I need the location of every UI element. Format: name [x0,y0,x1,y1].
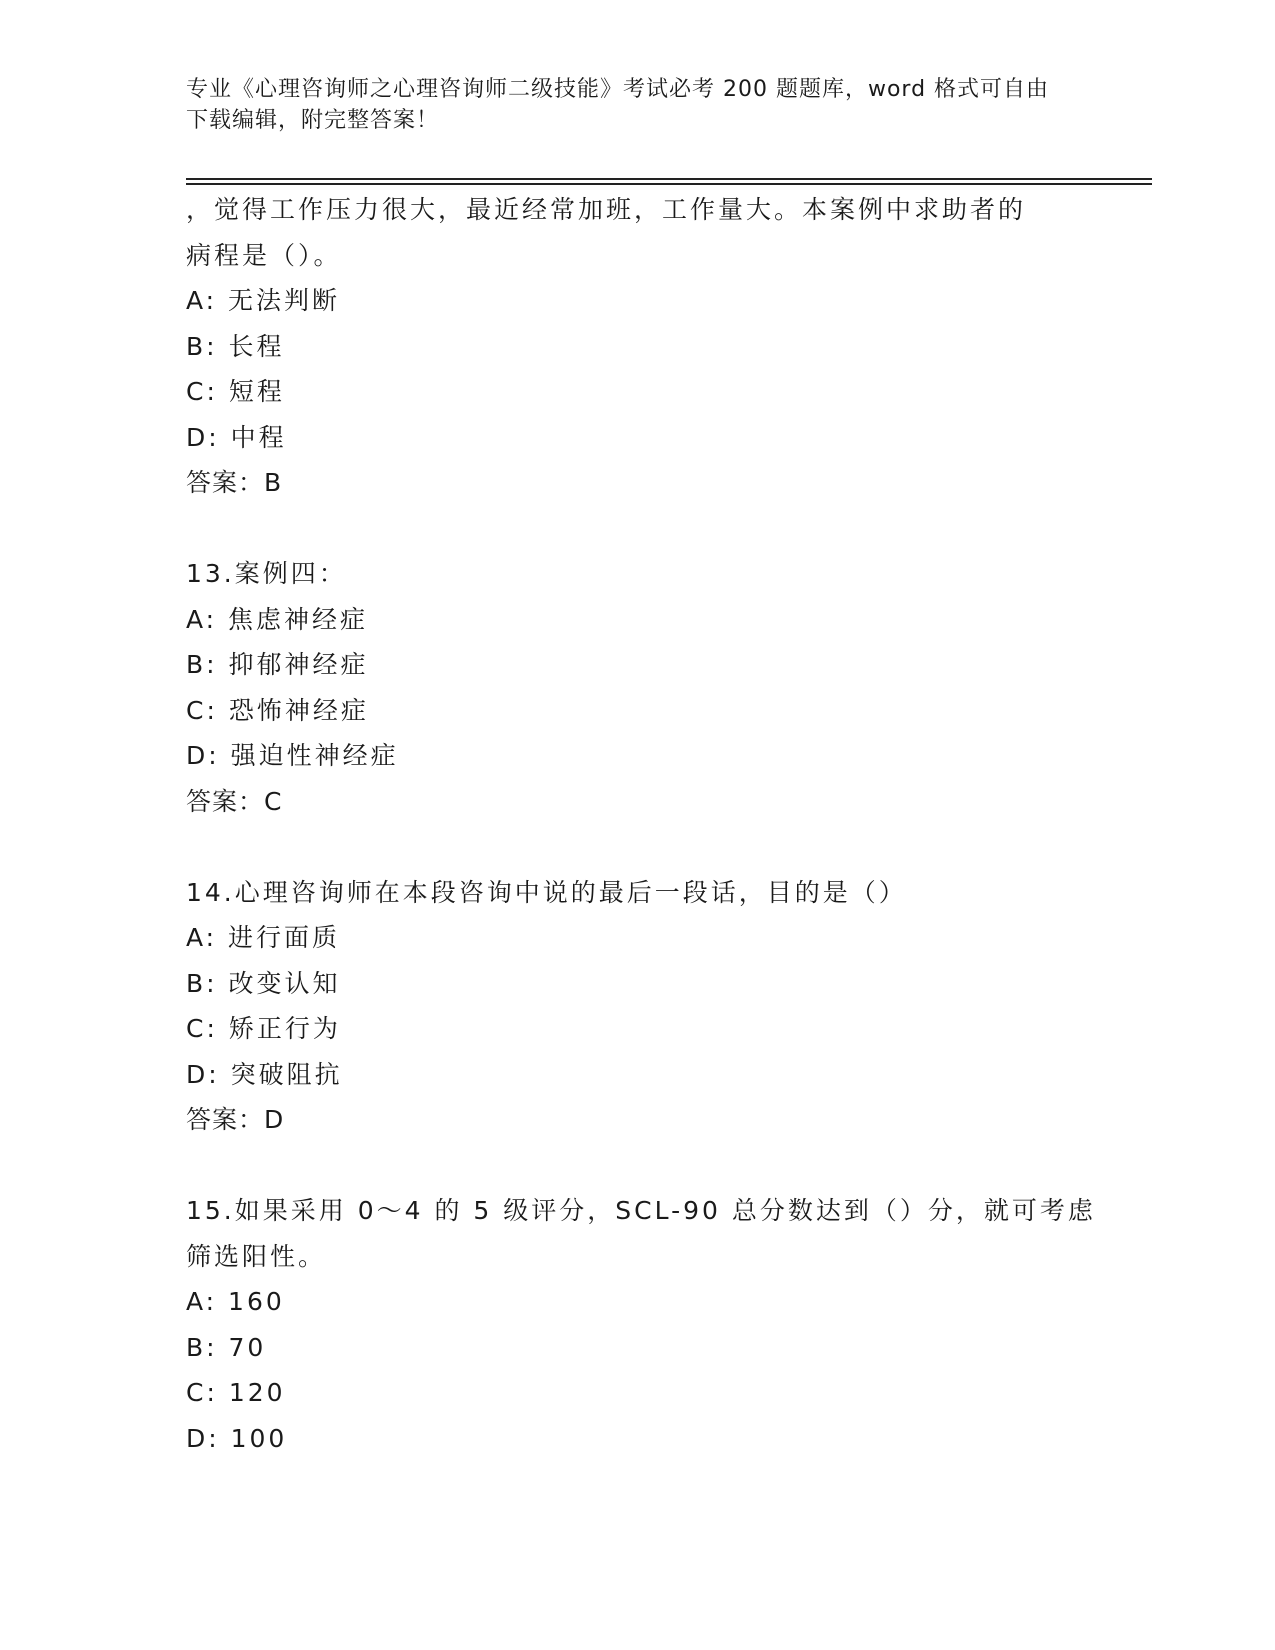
option-d: D: 100 [186,1423,288,1453]
question-text-line: 15.如果采用 0～4 的 5 级评分，SCL-90 总分数达到（）分，就可考虑 [186,1196,1096,1225]
option-d: D: 突破阻抗 [186,1059,343,1089]
option-b: B: 抑郁神经症 [186,650,369,679]
question-text-line: ，觉得工作压力很大，最近经常加班，工作量大。本案例中求助者的 [186,195,1027,224]
option-c: C: 120 [186,1378,286,1407]
option-a: A: 无法判断 [186,286,341,315]
option-b: B: 70 [186,1332,267,1362]
option-b: B: 长程 [186,331,285,361]
header-divider-top [186,178,1152,180]
option-a: A: 进行面质 [186,923,341,952]
question-text-line: 14.心理咨询师在本段咨询中说的最后一段话，目的是（） [186,877,907,907]
option-a: A: 焦虑神经症 [186,604,369,634]
option-c: C: 矫正行为 [186,1014,341,1043]
document-header: 专业《心理咨询师之心理咨询师二级技能》考试必考 200 题题库，word 格式可自由下载编辑，附完整答案！ [186,77,1050,133]
header-divider-bottom [186,183,1152,185]
option-d: D: 强迫性神经症 [186,741,399,770]
question-15 [186,1188,1096,1461]
answer-line: 答案：B [186,468,283,497]
question-list [186,187,1096,1461]
option-a: A: 160 [186,1287,285,1316]
question-12-continuation [186,187,1086,506]
question-gap [186,824,1086,870]
option-d: D: 中程 [186,422,287,452]
option-c: C: 恐怖神经症 [186,695,369,725]
question-gap [186,506,1086,552]
question-14 [186,870,1086,1143]
answer-line: 答案：C [186,786,283,816]
answer-line: 答案：D [186,1105,285,1134]
option-b: B: 改变认知 [186,968,341,998]
question-13 [186,551,1086,824]
question-text-line: 13.案例四： [186,559,347,588]
option-c: C: 短程 [186,377,285,406]
question-text-line: 筛选阳性。 [186,1241,327,1271]
question-text-line: 病程是（）。 [186,240,342,270]
question-gap [186,1143,1086,1189]
